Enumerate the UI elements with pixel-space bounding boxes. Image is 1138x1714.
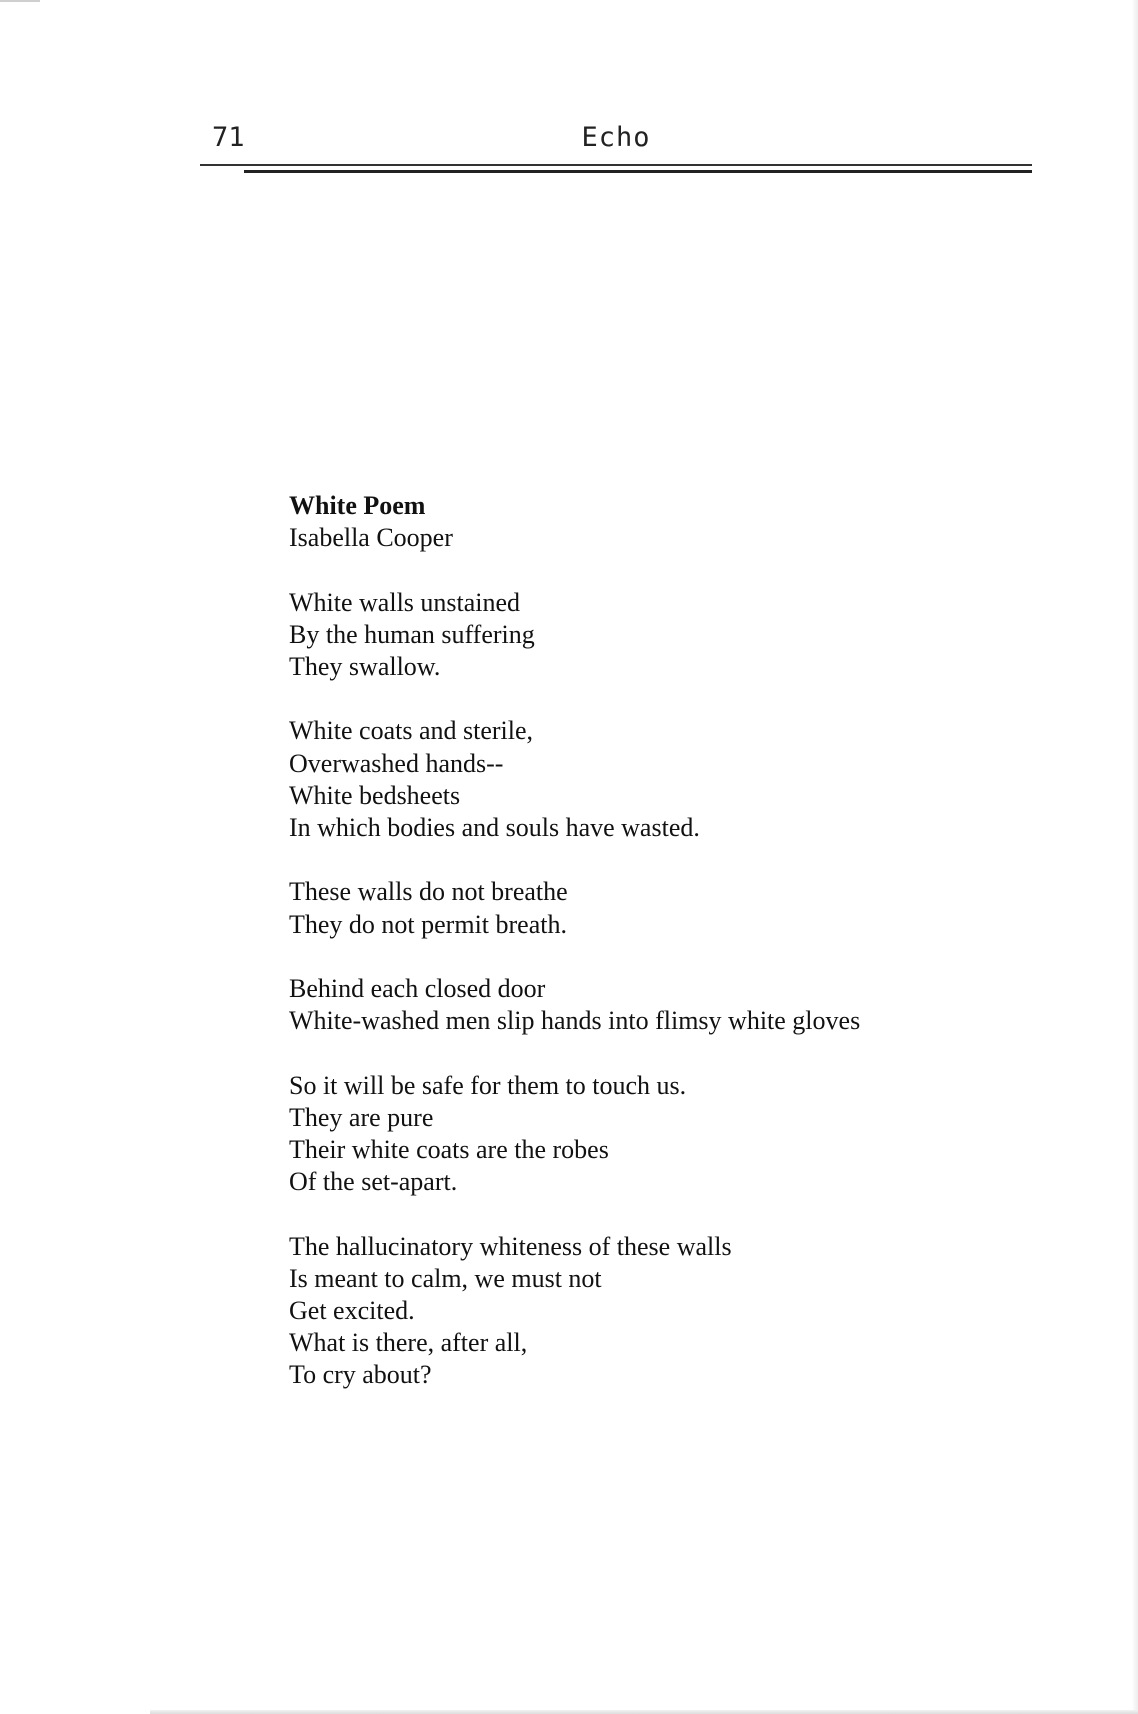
stanza: [289, 715, 1049, 844]
stanza: [289, 1070, 1049, 1199]
poem-line: Overwashed hands--: [289, 748, 504, 778]
poem-author: Isabella Cooper: [289, 523, 453, 553]
running-title: Echo: [581, 122, 651, 153]
poem-line: So it will be safe for them to touch us.: [289, 1070, 687, 1100]
poem-line: Get excited.: [289, 1295, 415, 1325]
poem-line: White walls unstained: [289, 587, 521, 617]
poem-line: What is there, after all,: [289, 1328, 528, 1358]
poem-line: Behind each closed door: [289, 973, 546, 1003]
poem-line: Is meant to calm, we must not: [289, 1263, 602, 1293]
poem-line: These walls do not breathe: [289, 877, 568, 907]
page-number: 71: [212, 122, 245, 153]
poem-title: White Poem: [289, 491, 426, 520]
poem-line: They swallow.: [289, 652, 441, 681]
stanza: [289, 587, 1049, 684]
poem-line: The hallucinatory whiteness of these walls: [289, 1231, 732, 1261]
poem: [289, 490, 1049, 1392]
scan-edge-mark: [0, 0, 40, 2]
poem-line: White bedsheets: [289, 780, 461, 810]
poem-line: To cry about?: [289, 1360, 432, 1390]
page-edge-shadow: [1132, 0, 1138, 1714]
poem-line: By the human suffering: [289, 619, 535, 649]
stanza: [289, 1231, 1049, 1392]
poem-line: Their white coats are the robes: [289, 1134, 609, 1164]
poem-line: In which bodies and souls have wasted.: [289, 813, 700, 842]
poem-line: White coats and sterile,: [289, 716, 534, 746]
poem-line: They are pure: [289, 1102, 434, 1132]
header-rule-thin: [200, 164, 1032, 166]
page-bottom-edge: [150, 1710, 1138, 1714]
stanza: [289, 876, 1049, 940]
stanza: [289, 973, 1049, 1037]
page-header: [200, 118, 1032, 178]
header-rule-thick: [244, 170, 1032, 173]
poem-line: They do not permit breath.: [289, 909, 567, 939]
poem-line: White-washed men slip hands into flimsy white gloves: [289, 1006, 861, 1036]
poem-line: Of the set-apart.: [289, 1167, 458, 1197]
